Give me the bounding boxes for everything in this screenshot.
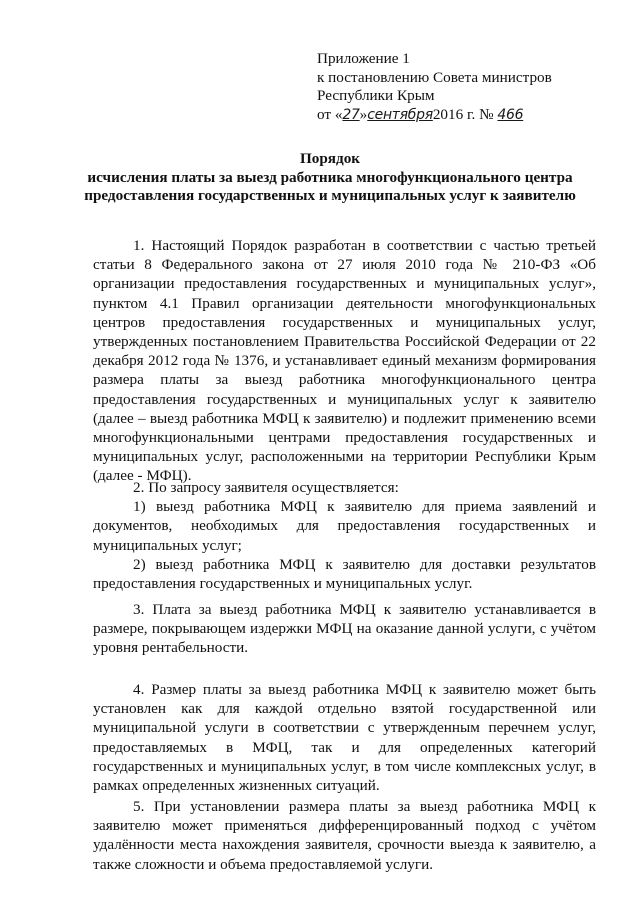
clause-2-intro: 2. По запросу заявителя осуществляется: [133, 479, 399, 496]
title-line-1: Порядок [299, 150, 361, 167]
clause-3-text: 3. Плата за выезд работника МФЦ к заявителю устанавливается в размере, покрывающем издержки МФЦ на оказание данной услуги, с учётом уровня рентабельности. [93, 601, 596, 657]
title-line-3: предоставления государственных и муниципальных услуг к заявителю [84, 187, 576, 205]
clause-2-item-1: 1) выезд работника МФЦ к заявителю для приема заявлений и документов, необходимых для предоставления государственных и муниципальных услуг; [93, 498, 596, 554]
clause-1 [93, 236, 596, 486]
clause-5 [93, 797, 596, 874]
document-title [60, 150, 600, 206]
handwritten-number: 466 [497, 106, 524, 123]
appendix-header [317, 50, 617, 124]
clause-5-text: 5. При установлении размера платы за выезд работника МФЦ к заявителю может применяться дифференцированный подход с учётом удалённости места нахождения заявителя, срочности выезда к заявителю, а также сложности и объема предоставляемой услуги. [93, 798, 596, 873]
clause-4-text: 4. Размер платы за выезд работника МФЦ к заявителю может быть установлен как для каждой отдельно взятой государственной или муниципальной услуги в соответствии с утвержденным перечнем услуг, предоставляемых в МФЦ, так и для определенных категорий государственных и муниципальных услуг, в том числе комплексных услуг, в рамках определенных жизненных ситуаций. [93, 681, 596, 795]
title-line-2: исчисления платы за выезд работника многофункционального центра [87, 168, 573, 186]
clause-2 [93, 478, 596, 593]
appendix-date-line [317, 106, 617, 125]
appendix-title: Приложение 1 [317, 50, 410, 67]
clause-3 [93, 600, 596, 658]
date-prefix: от « [317, 105, 343, 123]
clause-4 [93, 680, 596, 795]
handwritten-day: 27 [342, 106, 360, 123]
date-year: 2016 г. № [432, 105, 494, 123]
appendix-resolution-ref: к постановлению Совета министров [317, 68, 552, 86]
handwritten-month: сентября [367, 106, 433, 123]
clause-1-text: 1. Настоящий Порядок разработан в соответствии с частью третьей статьи 8 Федерального закона от 27 июля 2010 года № 210-ФЗ «Об организации предоставления государственных и муниципальных услуг», пунктом 4.1 Правил организации деятельности многофункциональных центров предоставления государственных и муниципальных услуг, утвержденных постановлением Правительства Российской Федерации от 22 декабря 2012 года № 1376, и устанавливает единый механизм формирования размера платы за выезд работника многофункционального центра предоставления государственных и муниципальных услуг к заявителю (далее – выезд работника МФЦ к заявителю) и подлежит применению всеми многофункциональными центрами предоставления государственных и муниципальных услуг, расположенными на территории Республики Крым (далее - МФЦ). [93, 237, 596, 485]
clause-2-item-2: 2) выезд работника МФЦ к заявителю для доставки результатов предоставления государственных и муниципальных услуг. [93, 555, 596, 593]
date-quote: » [359, 105, 368, 123]
appendix-region: Республики Крым [317, 87, 435, 104]
